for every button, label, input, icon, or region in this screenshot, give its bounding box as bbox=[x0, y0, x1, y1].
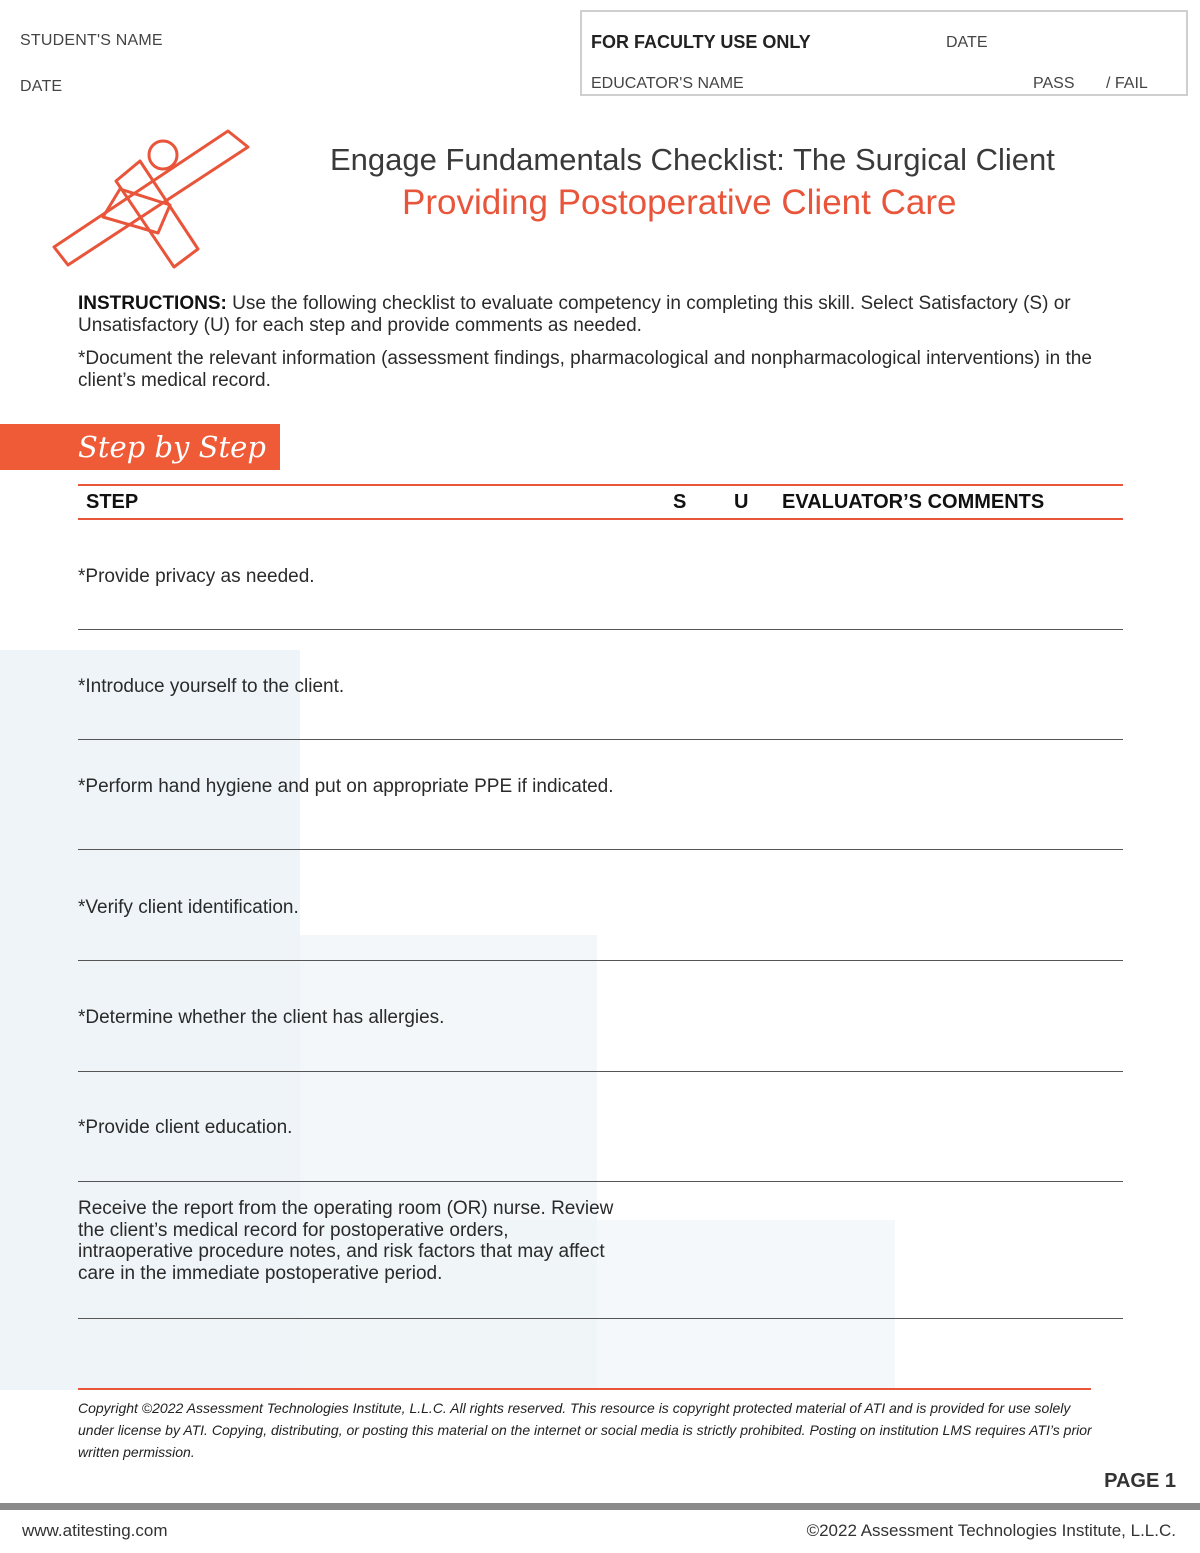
row-divider bbox=[78, 629, 1123, 630]
table-row: *Determine whether the client has allergies. bbox=[78, 1007, 445, 1028]
row-divider bbox=[78, 1071, 1123, 1072]
table-header-top-rule bbox=[78, 484, 1123, 486]
table-row: *Introduce yourself to the client. bbox=[78, 676, 345, 697]
instructions-label: INSTRUCTIONS: bbox=[78, 293, 227, 314]
faculty-box bbox=[580, 10, 1188, 96]
section-banner bbox=[0, 424, 280, 470]
page-number: PAGE 1 bbox=[1104, 1470, 1176, 1492]
footer-copyright: ©2022 Assessment Technologies Institute, L.L.C. bbox=[806, 1521, 1176, 1540]
row-divider bbox=[78, 849, 1123, 850]
table-row: *Verify client identification. bbox=[78, 897, 299, 918]
faculty-title: FOR FACULTY USE ONLY bbox=[591, 32, 811, 52]
fail-label: / FAIL bbox=[1106, 75, 1148, 92]
table-row: Receive the report from the operating room (OR) nurse. Review the client’s medical record for postoperative orders, intraoperative procedure notes, and risk factors that may affect care in the immediate postoperative period. bbox=[78, 1198, 614, 1284]
table-row: *Provide client education. bbox=[78, 1117, 293, 1138]
column-header-u: U bbox=[734, 491, 749, 513]
table-row: *Perform hand hygiene and put on appropriate PPE if indicated. bbox=[78, 776, 614, 797]
row-divider bbox=[78, 1318, 1123, 1319]
copyright-rule bbox=[78, 1388, 1091, 1390]
row-divider bbox=[78, 1181, 1123, 1182]
website-link[interactable]: www.atitesting.com bbox=[22, 1521, 168, 1540]
row-divider bbox=[78, 739, 1123, 740]
column-header-step: STEP bbox=[86, 491, 139, 513]
instructions-text: Use the following checklist to evaluate competency in completing this skill. Select Satisfactory (S) or Unsatisfactory (U) for each step and provide comments as needed. bbox=[78, 293, 1071, 336]
page-title: Engage Fundamentals Checklist: The Surgical Client bbox=[330, 142, 1055, 177]
faculty-date-label: DATE bbox=[946, 34, 988, 51]
instructions bbox=[78, 293, 1138, 337]
page-subtitle: Providing Postoperative Client Care bbox=[402, 183, 957, 222]
table-row: *Provide privacy as needed. bbox=[78, 566, 315, 587]
logo-figure-icon bbox=[48, 125, 258, 270]
date-label: DATE bbox=[20, 78, 63, 95]
row-divider bbox=[78, 960, 1123, 961]
footer-bar bbox=[0, 1503, 1200, 1510]
copyright-notice: Copyright ©2022 Assessment Technologies Institute, L.L.C. All rights reserved. This resource is copyright protected material of ATI and is provided for use solely under license by ATI. Copying, distributing, or posting this material on the internet or social media is strictly prohibited. Posting on institution LMS requires ATI’s prior written permission. bbox=[78, 1400, 1092, 1460]
documentation-note: *Document the relevant information (assessment findings, pharmacological and nonpharmacological interventions) in the client’s medical record. bbox=[78, 348, 1092, 391]
column-header-comments: EVALUATOR’S COMMENTS bbox=[782, 491, 1045, 513]
section-banner-label: Step by Step bbox=[78, 430, 266, 464]
student-name-label: STUDENT'S NAME bbox=[20, 32, 163, 49]
educator-name-label: EDUCATOR'S NAME bbox=[591, 75, 744, 92]
pass-label: PASS bbox=[1033, 75, 1075, 92]
table-header-bottom-rule bbox=[78, 518, 1123, 520]
column-header-s: S bbox=[673, 491, 687, 513]
